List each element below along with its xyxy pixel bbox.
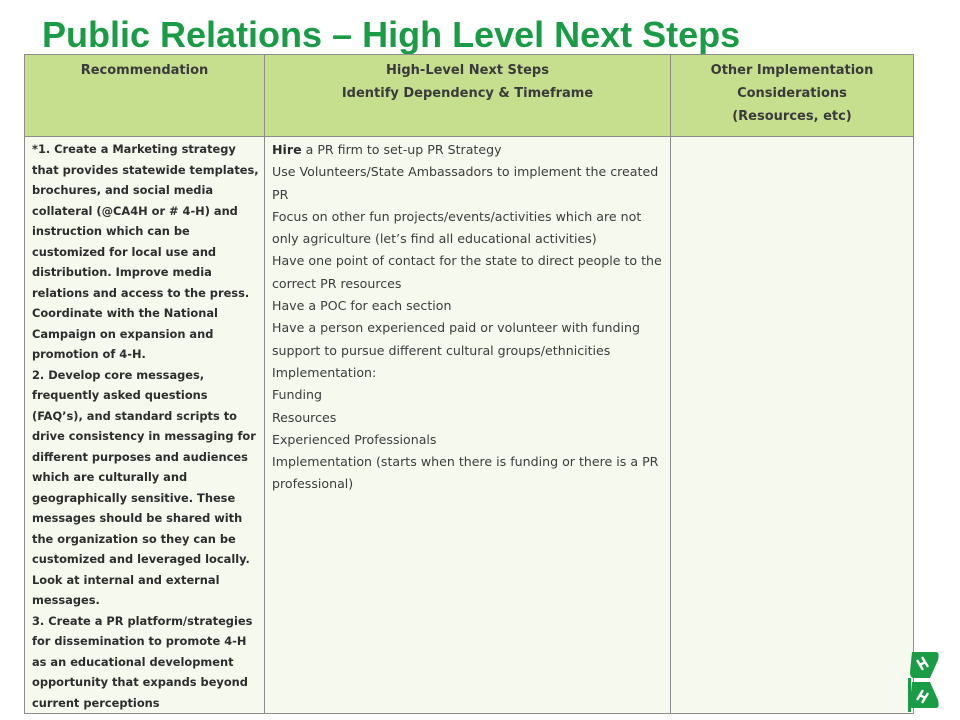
recommendation-item-3: 3. Create a PR platform/strategies for dissemination to promote 4-H as an educational development opportunity that expands beyond current perceptions: [32, 613, 253, 710]
step-line: Have a POC for each section: [272, 298, 452, 314]
header-other-line1: Other Implementation: [710, 63, 874, 78]
header-other-line2: Considerations: [737, 86, 847, 101]
step-line: Experienced Professionals: [272, 431, 437, 447]
header-next-steps-line2: Identify Dependency & Timeframe: [341, 86, 594, 101]
step-line: Implementation:: [272, 364, 377, 380]
4h-clover-logo-icon: [906, 648, 956, 712]
header-next-steps-line1: High-Level Next Steps: [386, 63, 549, 78]
step-line: Focus on other fun projects/events/activities which are not only agriculture (let’s find all educational activities): [272, 208, 642, 247]
step-line: Have a person experienced paid or volunteer with funding support to pursue different cultural groups/ethnicities: [272, 320, 640, 358]
header-other-considerations: [671, 55, 914, 137]
header-recommendation: [25, 55, 265, 137]
header-other-line3: (Resources, etc): [732, 109, 852, 124]
recommendation-cell: [25, 137, 265, 714]
step-line: Resources: [272, 409, 337, 425]
slide-title: Public Relations – High Level Next Steps: [42, 14, 741, 55]
step-line: Funding: [272, 387, 322, 403]
step-line: Implementation (starts when there is funding or there is a PR professional): [272, 454, 659, 492]
recommendation-item-2: 2. Develop core messages, frequently asked questions (FAQ’s), and standard scripts to drive consistency in messaging for different purposes and audiences which are culturally and geographically sensitive. These messages should be shared with the organization so they can be customized and leveraged locally. Look at internal and external messages.: [32, 367, 256, 607]
next-steps-cell: [265, 137, 671, 714]
step-hire-line: [272, 139, 664, 161]
step-line: Use Volunteers/State Ambassadors to implement the created PR: [272, 164, 659, 202]
header-recommendation-label: Recommendation: [80, 63, 209, 78]
next-steps-table: [24, 54, 914, 714]
table-header-row: [25, 55, 914, 137]
step-line: Have one point of contact for the state to direct people to the correct PR resources: [272, 253, 662, 291]
step-hire-rest: a PR firm to set-up PR Strategy: [301, 142, 502, 157]
header-next-steps: [265, 55, 671, 137]
step-hire-bold: Hire: [272, 142, 302, 157]
table-row: [25, 137, 914, 714]
other-considerations-cell: [671, 137, 914, 714]
recommendation-item-1: *1. Create a Marketing strategy that provides statewide templates, brochures, and social media collateral (@CA4H or # 4-H) and instruction which can be customized for local use and distribution. Improve media relations and access to the press. Coordinate with the National Campaign on expansion and promotion of 4-H.: [32, 142, 259, 361]
